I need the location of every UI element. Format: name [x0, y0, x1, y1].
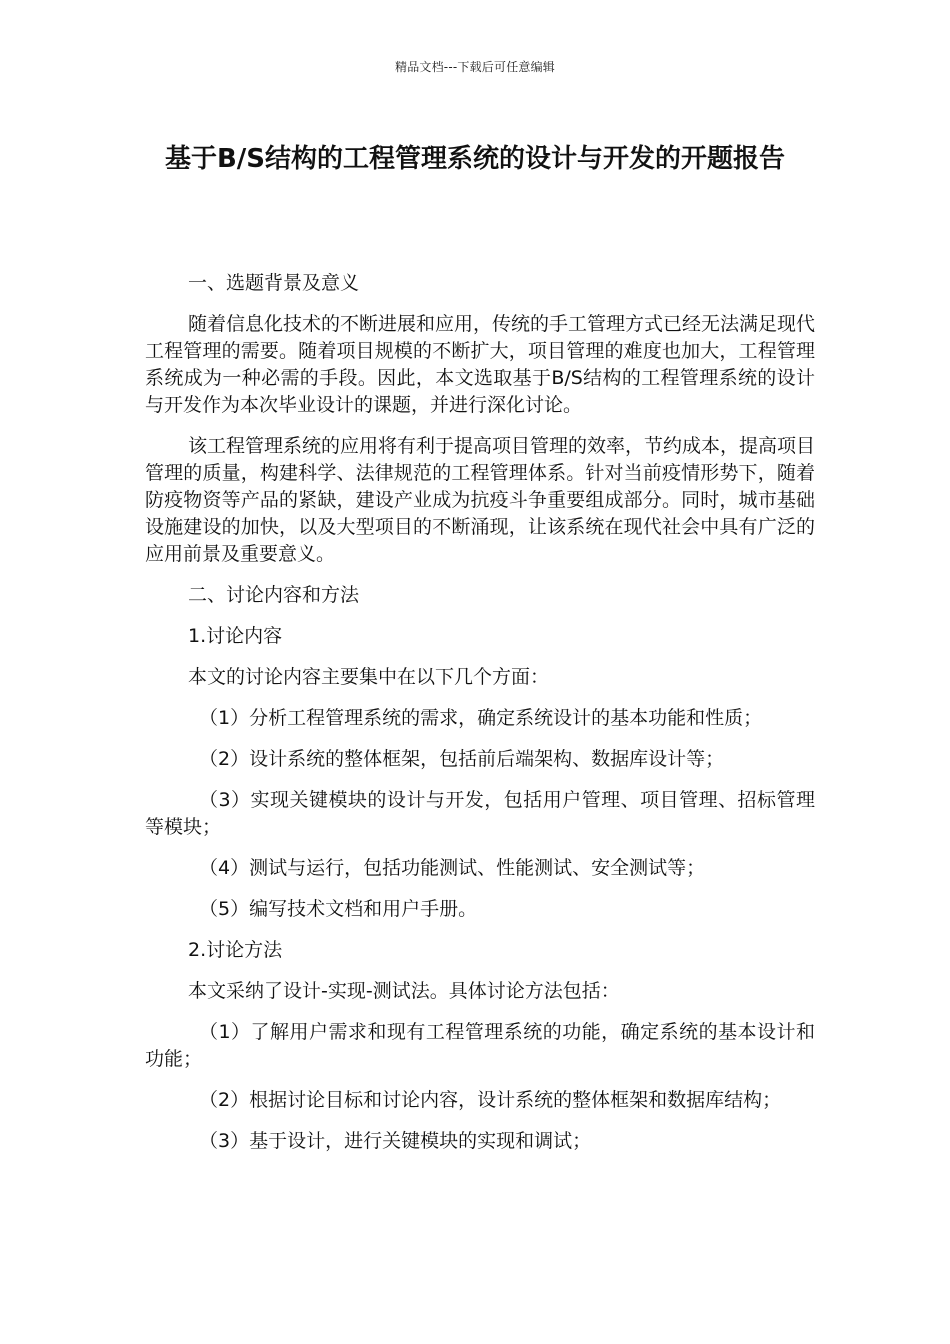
- document-body: [145, 270, 815, 1169]
- document-title: 基于B/S结构的工程管理系统的设计与开发的开题报告: [164, 144, 786, 174]
- list-item: （2）根据讨论目标和讨论内容，设计系统的整体框架和数据库结构；: [199, 1089, 782, 1111]
- intro-paragraph: 本文采纳了设计-实现-测试法。具体讨论方法包括：: [188, 980, 620, 1002]
- list-item: （5）编写技术文档和用户手册。: [199, 898, 478, 920]
- intro-paragraph: 本文的讨论内容主要集中在以下几个方面：: [188, 666, 550, 688]
- body-paragraph: 该工程管理系统的应用将有利于提高项目管理的效率，节约成本，提高项目管理的质量，构建科学、法律规范的工程管理体系。针对当前疫情形势下，随着防疫物资等产品的紧缺，建设产业成为抗疫斗争重要组成部分。同时，城市基础设施建设的加快，以及大型项目的不断涌现，让该系统在现代社会中具有广泛的应用前景及重要意义。: [145, 435, 816, 565]
- list-item: （1）分析工程管理系统的需求，确定系统设计的基本功能和性质；: [199, 707, 763, 729]
- list-item: （1）了解用户需求和现有工程管理系统的功能，确定系统的基本设计和功能；: [145, 1021, 815, 1070]
- list-item: （3）基于设计，进行关键模块的实现和调试；: [199, 1130, 592, 1152]
- subsection-heading-content: 1.讨论内容: [188, 625, 283, 647]
- subsection-heading-method: 2.讨论方法: [188, 939, 283, 961]
- section-heading-background: 一、选题背景及意义: [188, 272, 360, 294]
- body-paragraph: 随着信息化技术的不断进展和应用，传统的手工管理方式已经无法满足现代工程管理的需要。随着项目规模的不断扩大，项目管理的难度也加大，工程管理系统成为一种必需的手段。因此，本文选取基于B/S结构的工程管理系统的设计与开发作为本次毕业设计的课题，并进行深化讨论。: [145, 313, 816, 416]
- list-item: （2）设计系统的整体框架，包括前后端架构、数据库设计等；: [199, 748, 725, 770]
- list-item: （4）测试与运行，包括功能测试、性能测试、安全测试等；: [199, 857, 706, 879]
- list-item: （3）实现关键模块的设计与开发，包括用户管理、项目管理、招标管理等模块；: [145, 789, 815, 838]
- section-heading-methods: 二、讨论内容和方法: [188, 584, 360, 606]
- header-note: 精品文档---下载后可任意编辑: [395, 60, 555, 74]
